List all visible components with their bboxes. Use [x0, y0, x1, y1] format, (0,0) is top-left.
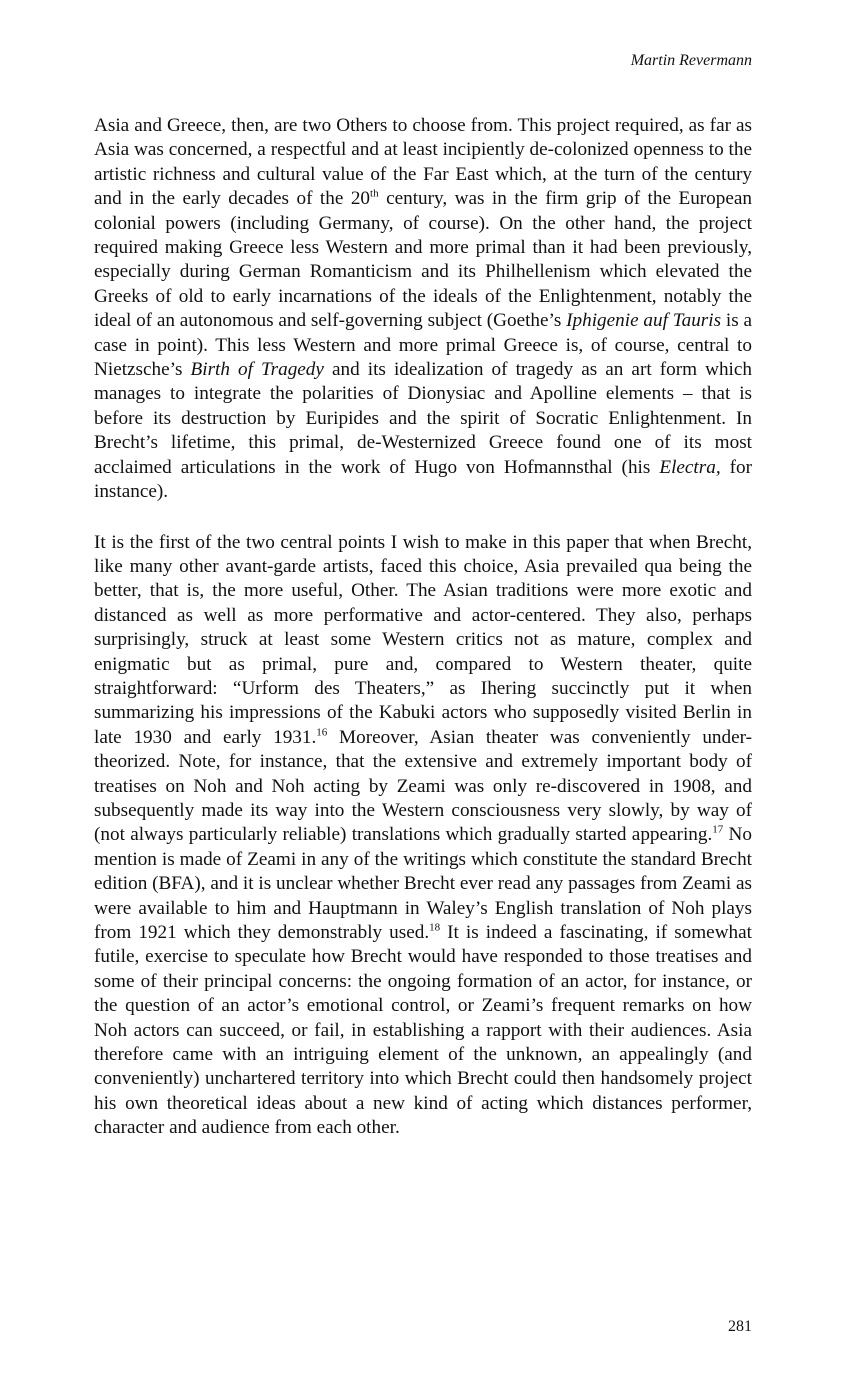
- italic-title: Iphigenie auf Tauris: [566, 310, 722, 332]
- page-number: 281: [728, 1318, 752, 1335]
- paragraph: [94, 114, 752, 505]
- footnote-marker: 18: [429, 921, 441, 934]
- text-run: century, was in the firm grip of the European colonial powers (including Germany, of course). On the other hand, the project required making Greece less Western and more primal than it had been previously, especially during German Romanticism and its Philhellenism which elevated the Greeks of old to early incarnations of the ideals of the Enlightenment, notably the ideal of an autonomous and self-governing subject (Goethe’s: [94, 188, 752, 332]
- running-head-author: Martin Revermann: [630, 52, 752, 69]
- text-run: No mention is made of Zeami in any of the writings which constitute the standard Brecht edition (BFA), and it is unclear whether Brecht ever read any passages from Zeami as were available to him and Hauptmann in Waley’s English translation of Noh plays from 1921 which they demonstrably used.: [94, 824, 753, 943]
- paragraph: [94, 531, 752, 1141]
- text-run: It is the first of the two central points I wish to make in this paper that when Brecht, like many other avant-garde artists, faced this choice, Asia prevailed qua being the better, that is, the more useful, Other. The Asian traditions were more exotic and distanced as well as more performative and actor-centered. They also, perhaps surprisingly, struck at least some Western critics not as mature, complex and enigmatic but as primal, pure and, compared to Western theater, quite straightforward: “Urform des Theaters,” as Ihering succinctly put it when summarizing his impressions of the Kabuki actors who supposedly visited Berlin in late 1930 and early 1931.: [94, 531, 752, 748]
- text-run: for instance).: [94, 456, 753, 503]
- text-run: Asia and Greece, then, are two Others to choose from. This project required, as far as Asia was concerned, a respectful and at least incipiently de-colonized openness to the artistic richness and cultural value of the Far East which, at the turn of the century and in the early decades of the 20: [94, 115, 752, 210]
- text-run: is a case in point). This less Western and more primal Greece is, of course, central to Nietzsche’s: [94, 310, 752, 381]
- text-run: and its idealization of tragedy as an art form which manages to integrate the polarities of Dionysiac and Apolline elements – that is before its destruction by Euripides and the spirit of Socratic Enlightenment. In Brecht’s lifetime, this primal, de-Westernized Greece found one of its most acclaimed articulations in the work of Hugo von Hofmannsthal (his: [94, 359, 752, 478]
- body-text: [94, 114, 752, 1167]
- text-run: It is indeed a fascinating, if somewhat futile, exercise to speculate how Brecht would have responded to those treatises and some of their principal concerns: the ongoing formation of an actor, for instance, or the question of an actor’s emotional control, or Zeami’s frequent remarks on how Noh actors can succeed, or fail, in establishing a rapport with their audiences. Asia therefore came with an intriguing element of the unknown, an appealingly (and conveniently) unchartered territory into which Brecht could then handsomely project his own theoretical ideas about a new kind of acting which distances performer, character and audience from each other.: [94, 922, 752, 1139]
- footnote-marker: 16: [316, 726, 328, 739]
- footnote-marker: th: [370, 187, 379, 200]
- italic-title: Electra,: [659, 456, 721, 478]
- text-run: Moreover, Asian theater was conveniently under-theorized. Note, for instance, that the extensive and extremely important body of treatises on Noh and Noh acting by Zeami was only re-discovered in 1908, and subsequently made its way into the Western consciousness very slowly, by way of (not always particularly reliable) translations which gradually started appearing.: [94, 726, 753, 846]
- italic-title: Birth of Tragedy: [190, 359, 324, 381]
- footnote-marker: 17: [712, 823, 724, 836]
